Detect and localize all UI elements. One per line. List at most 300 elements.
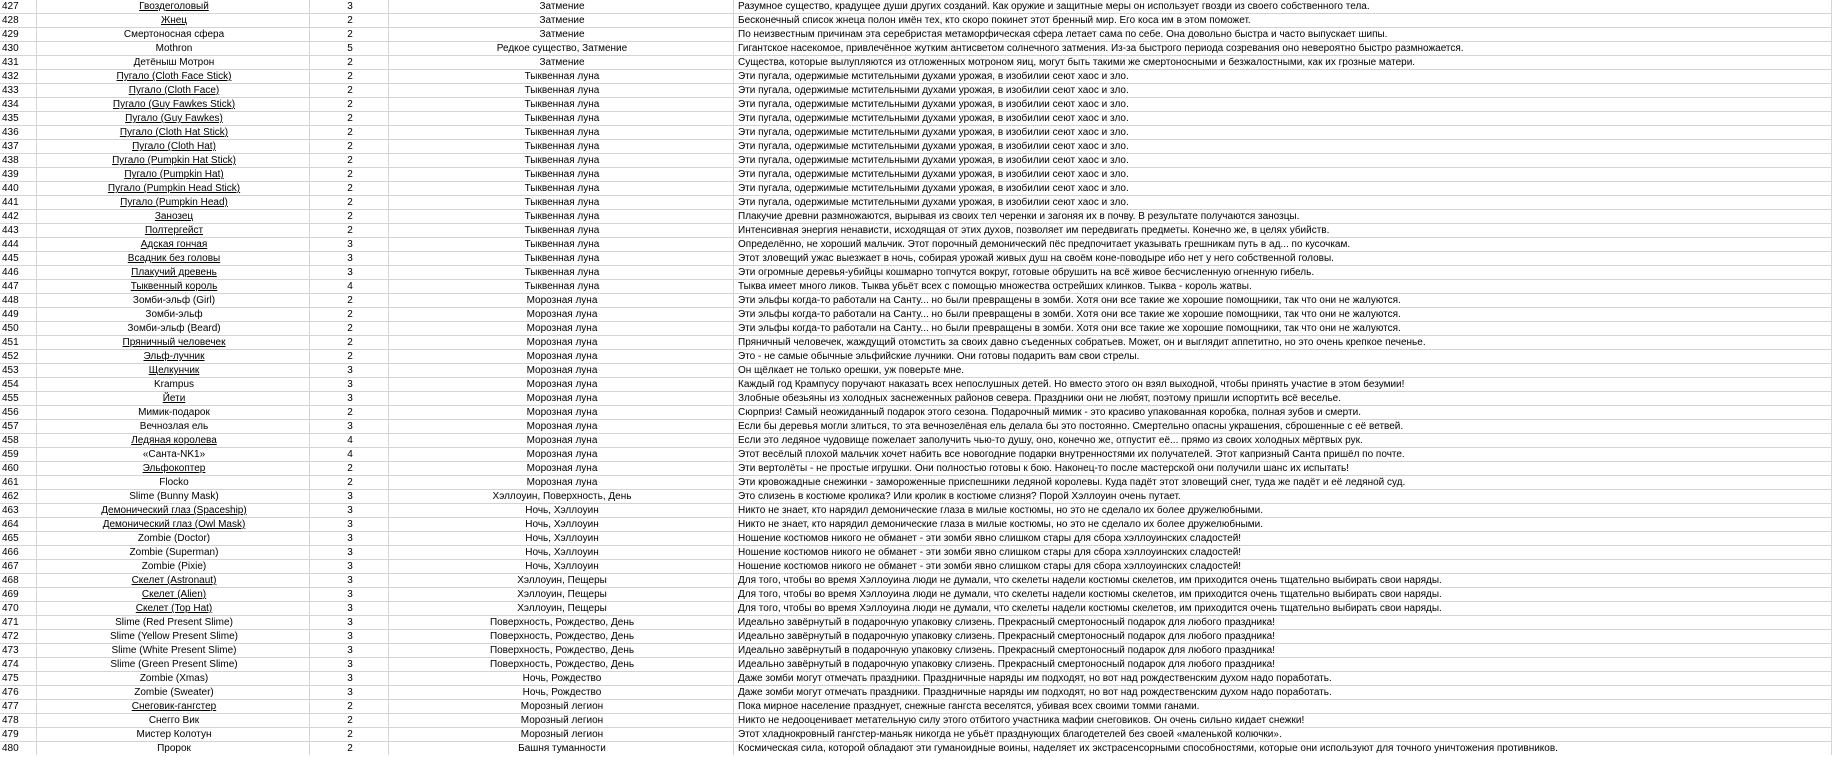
cell-environment[interactable]: Морозная луна	[389, 308, 734, 322]
cell-id[interactable]: 479	[0, 728, 37, 742]
cell-description[interactable]: Эти эльфы когда-то работали на Санту... но были превращены в зомби. Хотя они все такие же хорошие помощники, так что они не жалуются.	[734, 322, 1832, 336]
cell-description[interactable]: Эти эльфы когда-то работали на Санту... но были превращены в зомби. Хотя они все такие же хорошие помощники, так что они не жалуются.	[734, 294, 1832, 308]
cell-difficulty[interactable]: 4	[310, 448, 389, 462]
cell-name[interactable]: Зомби-эльф (Beard)	[37, 322, 310, 336]
cell-environment[interactable]: Ночь, Рождество	[389, 686, 734, 700]
cell-difficulty[interactable]: 4	[310, 434, 389, 448]
table-row	[0, 504, 1832, 518]
table-row	[0, 392, 1832, 406]
cell-difficulty[interactable]: 3	[310, 518, 389, 532]
cell-id[interactable]: 466	[0, 546, 37, 560]
cell-id[interactable]: 455	[0, 392, 37, 406]
cell-name[interactable]: Гвоздеголовый	[37, 0, 310, 14]
cell-name[interactable]: Мимик-подарок	[37, 406, 310, 420]
cell-id[interactable]: 428	[0, 14, 37, 28]
cell-environment[interactable]: Поверхность, Рождество, День	[389, 630, 734, 644]
cell-name[interactable]: «Санта-NK1»	[37, 448, 310, 462]
cell-description[interactable]: Он щёлкает не только орешки, уж поверьте мне.	[734, 364, 1832, 378]
cell-environment[interactable]: Поверхность, Рождество, День	[389, 658, 734, 672]
cell-id[interactable]: 477	[0, 700, 37, 714]
cell-description[interactable]: Даже зомби могут отмечать праздники. Праздничные наряды им подходят, но вот над рождественским духом надо поработать.	[734, 686, 1832, 700]
cell-name[interactable]: Скелет (Astronaut)	[37, 574, 310, 588]
cell-difficulty[interactable]: 3	[310, 630, 389, 644]
cell-id[interactable]: 470	[0, 602, 37, 616]
cell-description[interactable]: Идеально завёрнутый в подарочную упаковку слизень. Прекрасный смертоносный подарок для любого праздника!	[734, 658, 1832, 672]
cell-name[interactable]: Эльф-лучник	[37, 350, 310, 364]
cell-difficulty[interactable]: 3	[310, 238, 389, 252]
cell-name[interactable]: Пугало (Cloth Hat)	[37, 140, 310, 154]
cell-environment[interactable]: Тыквенная луна	[389, 210, 734, 224]
table-row	[0, 476, 1832, 490]
cell-description[interactable]: Если бы деревья могли злиться, то эта вечнозелёная ель делала бы это постоянно. Смертельно опасны украшения, сброшенные с её ветвей.	[734, 420, 1832, 434]
cell-difficulty[interactable]: 2	[310, 476, 389, 490]
cell-difficulty[interactable]: 2	[310, 168, 389, 182]
cell-difficulty[interactable]: 2	[310, 462, 389, 476]
cell-id[interactable]: 457	[0, 420, 37, 434]
cell-environment[interactable]: Затмение	[389, 28, 734, 42]
cell-description[interactable]: Эти кровожадные снежинки - замороженные приспешники ледяной королевы. Куда падёт этот зловещий снег, туда же падёт и её ледяной суд.	[734, 476, 1832, 490]
cell-description[interactable]: Никто не знает, кто нарядил демонические глаза в милые костюмы, но это не сделало их более дружелюбными.	[734, 518, 1832, 532]
cell-name[interactable]: Мистер Колотун	[37, 728, 310, 742]
cell-description[interactable]: Пока мирное население празднует, снежные гангста веселятся, убивая всех своими томми ганами.	[734, 700, 1832, 714]
cell-name[interactable]: Скелет (Top Hat)	[37, 602, 310, 616]
cell-name[interactable]: Детёныш Мотрон	[37, 56, 310, 70]
cell-environment[interactable]: Тыквенная луна	[389, 126, 734, 140]
cell-id[interactable]: 437	[0, 140, 37, 154]
cell-description[interactable]: Этот хладнокровный гангстер-маньяк никогда не убьёт празднующих благодетелей без своей «маленькой колючки».	[734, 728, 1832, 742]
cell-environment[interactable]: Морозная луна	[389, 378, 734, 392]
cell-name[interactable]: Вечнозлая ель	[37, 420, 310, 434]
cell-difficulty[interactable]: 3	[310, 252, 389, 266]
cell-difficulty[interactable]: 2	[310, 28, 389, 42]
cell-difficulty[interactable]: 2	[310, 294, 389, 308]
cell-id[interactable]: 436	[0, 126, 37, 140]
cell-name[interactable]: Krampus	[37, 378, 310, 392]
cell-id[interactable]: 460	[0, 462, 37, 476]
cell-name[interactable]: Пугало (Pumpkin Hat)	[37, 168, 310, 182]
cell-id[interactable]: 448	[0, 294, 37, 308]
cell-difficulty[interactable]: 2	[310, 728, 389, 742]
cell-id[interactable]: 435	[0, 112, 37, 126]
cell-description[interactable]: Этот зловещий ужас выезжает в ночь, собирая урожай живых душ на своём коне-поводыре ибо нет у него собственной головы.	[734, 252, 1832, 266]
cell-difficulty[interactable]: 3	[310, 504, 389, 518]
cell-difficulty[interactable]: 2	[310, 140, 389, 154]
cell-difficulty[interactable]: 2	[310, 406, 389, 420]
cell-name[interactable]: Йети	[37, 392, 310, 406]
cell-environment[interactable]: Башня туманности	[389, 742, 734, 756]
cell-environment[interactable]: Морозный легион	[389, 700, 734, 714]
cell-description[interactable]: Злобные обезьяны из холодных заснеженных районов севера. Праздники они не любят, поэтому пришли испортить всё веселье.	[734, 392, 1832, 406]
cell-id[interactable]: 462	[0, 490, 37, 504]
cell-id[interactable]: 476	[0, 686, 37, 700]
cell-name[interactable]: Жнец	[37, 14, 310, 28]
cell-description[interactable]: Идеально завёрнутый в подарочную упаковку слизень. Прекрасный смертоносный подарок для любого праздника!	[734, 630, 1832, 644]
cell-difficulty[interactable]: 3	[310, 490, 389, 504]
cell-difficulty[interactable]: 2	[310, 98, 389, 112]
cell-description[interactable]: Эти пугала, одержимые мстительными духами урожая, в изобилии сеют хаос и зло.	[734, 182, 1832, 196]
cell-description[interactable]: Определённо, не хороший мальчик. Этот порочный демонический пёс предпочитает указывать грешникам путь в ад... по кусочкам.	[734, 238, 1832, 252]
cell-difficulty[interactable]: 2	[310, 14, 389, 28]
cell-name[interactable]: Пугало (Guy Fawkes Stick)	[37, 98, 310, 112]
cell-id[interactable]: 430	[0, 42, 37, 56]
cell-environment[interactable]: Поверхность, Рождество, День	[389, 616, 734, 630]
cell-id[interactable]: 454	[0, 378, 37, 392]
cell-name[interactable]: Zombie (Sweater)	[37, 686, 310, 700]
cell-environment[interactable]: Тыквенная луна	[389, 154, 734, 168]
cell-environment[interactable]: Хэллоуин, Поверхность, День	[389, 490, 734, 504]
cell-name[interactable]: Пугало (Guy Fawkes)	[37, 112, 310, 126]
cell-environment[interactable]: Морозная луна	[389, 406, 734, 420]
cell-difficulty[interactable]: 2	[310, 112, 389, 126]
cell-id[interactable]: 433	[0, 84, 37, 98]
cell-environment[interactable]: Морозная луна	[389, 448, 734, 462]
cell-description[interactable]: Для того, чтобы во время Хэллоуина люди не думали, что скелеты надели костюмы скелетов, им приходится очень тщательно выбирать свои наряды.	[734, 588, 1832, 602]
cell-name[interactable]: Смертоносная сфера	[37, 28, 310, 42]
cell-name[interactable]: Slime (Red Present Slime)	[37, 616, 310, 630]
cell-environment[interactable]: Затмение	[389, 0, 734, 14]
cell-name[interactable]: Зомби-эльф	[37, 308, 310, 322]
cell-id[interactable]: 447	[0, 280, 37, 294]
cell-environment[interactable]: Морозный легион	[389, 714, 734, 728]
cell-name[interactable]: Плакучий древень	[37, 266, 310, 280]
cell-environment[interactable]: Ночь, Хэллоуин	[389, 546, 734, 560]
cell-difficulty[interactable]: 2	[310, 56, 389, 70]
cell-difficulty[interactable]: 2	[310, 70, 389, 84]
table-row	[0, 154, 1832, 168]
cell-name[interactable]: Zombie (Xmas)	[37, 672, 310, 686]
cell-name[interactable]: Mothron	[37, 42, 310, 56]
cell-environment[interactable]: Тыквенная луна	[389, 182, 734, 196]
cell-environment[interactable]: Ночь, Рождество	[389, 672, 734, 686]
cell-name[interactable]: Slime (Green Present Slime)	[37, 658, 310, 672]
table-row	[0, 14, 1832, 28]
cell-name[interactable]: Пряничный человечек	[37, 336, 310, 350]
cell-description[interactable]: Эти огромные деревья-убийцы кошмарно топчутся вокруг, готовые обрушить на всё живое бесчисленную огненную гибель.	[734, 266, 1832, 280]
cell-environment[interactable]: Морозная луна	[389, 476, 734, 490]
cell-description[interactable]: Разумное существо, крадущее души других созданий. Как оружие и защитные меры он использует гвозди из своего собственного тела.	[734, 0, 1832, 14]
cell-id[interactable]: 456	[0, 406, 37, 420]
cell-id[interactable]: 444	[0, 238, 37, 252]
cell-environment[interactable]: Тыквенная луна	[389, 112, 734, 126]
cell-difficulty[interactable]: 5	[310, 42, 389, 56]
cell-environment[interactable]: Тыквенная луна	[389, 70, 734, 84]
cell-difficulty[interactable]: 4	[310, 280, 389, 294]
cell-name[interactable]: Slime (Yellow Present Slime)	[37, 630, 310, 644]
cell-id[interactable]: 442	[0, 210, 37, 224]
cell-name[interactable]: Полтергейст	[37, 224, 310, 238]
table-row	[0, 714, 1832, 728]
cell-id[interactable]: 465	[0, 532, 37, 546]
cell-difficulty[interactable]: 2	[310, 350, 389, 364]
cell-description[interactable]: Каждый год Крампусу поручают наказать всех непослушных детей. Но вместо этого он взял выходной, чтобы принять участие в этом безумии!	[734, 378, 1832, 392]
cell-name[interactable]: Тыквенный король	[37, 280, 310, 294]
cell-difficulty[interactable]: 2	[310, 84, 389, 98]
cell-environment[interactable]: Тыквенная луна	[389, 140, 734, 154]
cell-environment[interactable]: Тыквенная луна	[389, 252, 734, 266]
cell-name[interactable]: Slime (White Present Slime)	[37, 644, 310, 658]
cell-difficulty[interactable]: 2	[310, 154, 389, 168]
cell-environment[interactable]: Ночь, Хэллоуин	[389, 518, 734, 532]
table-row	[0, 98, 1832, 112]
cell-difficulty[interactable]: 3	[310, 602, 389, 616]
cell-id[interactable]: 478	[0, 714, 37, 728]
cell-description[interactable]: Существа, которые вылупляются из отложенных мотроном яиц, могут быть такими же смертоносными и безжалостными, как их грозные матери.	[734, 56, 1832, 70]
cell-name[interactable]: Пугало (Pumpkin Head)	[37, 196, 310, 210]
table-row	[0, 238, 1832, 252]
cell-environment[interactable]: Редкое существо, Затмение	[389, 42, 734, 56]
cell-difficulty[interactable]: 2	[310, 742, 389, 756]
cell-environment[interactable]: Морозная луна	[389, 364, 734, 378]
cell-name[interactable]: Демонический глаз (Spaceship)	[37, 504, 310, 518]
cell-description[interactable]: Этот весёлый плохой мальчик хочет набить все новогодние подарки внутренностями их получателей. Этот капризный Санта пришёл по почте.	[734, 448, 1832, 462]
cell-id[interactable]: 440	[0, 182, 37, 196]
table-row	[0, 126, 1832, 140]
cell-id[interactable]: 480	[0, 742, 37, 756]
cell-description[interactable]: Ношение костюмов никого не обманет - эти зомби явно слишком стары для сбора хэллоуинских сладостей!	[734, 546, 1832, 560]
cell-id[interactable]: 459	[0, 448, 37, 462]
cell-description[interactable]: Космическая сила, которой обладают эти гуманоидные воины, наделяет их экстрасенсорными способностями, которые они используют для точного уничтожения противников.	[734, 742, 1832, 756]
cell-description[interactable]: Эти эльфы когда-то работали на Санту... но были превращены в зомби. Хотя они все такие же хорошие помощники, так что они не жалуются.	[734, 308, 1832, 322]
cell-id[interactable]: 429	[0, 28, 37, 42]
cell-difficulty[interactable]: 3	[310, 658, 389, 672]
cell-name[interactable]: Пугало (Cloth Hat Stick)	[37, 126, 310, 140]
cell-description[interactable]: Эти пугала, одержимые мстительными духами урожая, в изобилии сеют хаос и зло.	[734, 168, 1832, 182]
cell-name[interactable]: Демонический глаз (Owl Mask)	[37, 518, 310, 532]
cell-description[interactable]: Эти пугала, одержимые мстительными духами урожая, в изобилии сеют хаос и зло.	[734, 98, 1832, 112]
cell-environment[interactable]: Тыквенная луна	[389, 168, 734, 182]
cell-description[interactable]: Эти пугала, одержимые мстительными духами урожая, в изобилии сеют хаос и зло.	[734, 154, 1832, 168]
cell-difficulty[interactable]: 2	[310, 700, 389, 714]
cell-description[interactable]: Эти пугала, одержимые мстительными духами урожая, в изобилии сеют хаос и зло.	[734, 126, 1832, 140]
cell-environment[interactable]: Ночь, Хэллоуин	[389, 504, 734, 518]
table-row	[0, 336, 1832, 350]
cell-id[interactable]: 427	[0, 0, 37, 14]
cell-id[interactable]: 451	[0, 336, 37, 350]
cell-difficulty[interactable]: 3	[310, 560, 389, 574]
cell-difficulty[interactable]: 2	[310, 224, 389, 238]
table-row	[0, 644, 1832, 658]
cell-difficulty[interactable]: 2	[310, 322, 389, 336]
cell-description[interactable]: Даже зомби могут отмечать праздники. Праздничные наряды им подходят, но вот над рождественским духом надо поработать.	[734, 672, 1832, 686]
table-row	[0, 28, 1832, 42]
cell-environment[interactable]: Тыквенная луна	[389, 238, 734, 252]
cell-name[interactable]: Пророк	[37, 742, 310, 756]
cell-environment[interactable]: Тыквенная луна	[389, 84, 734, 98]
table-row	[0, 462, 1832, 476]
cell-id[interactable]: 458	[0, 434, 37, 448]
cell-environment[interactable]: Морозная луна	[389, 462, 734, 476]
cell-description[interactable]: Это слизень в костюме кролика? Или кролик в костюме слизня? Порой Хэллоуин очень путает.	[734, 490, 1832, 504]
cell-description[interactable]: Гигантское насекомое, привлечённое жутким антисветом солнечного затмения. Из-за быстрого периода созревания оно невероятно быстро размножается.	[734, 42, 1832, 56]
cell-description[interactable]: Для того, чтобы во время Хэллоуина люди не думали, что скелеты надели костюмы скелетов, им приходится очень тщательно выбирать свои наряды.	[734, 602, 1832, 616]
cell-environment[interactable]: Тыквенная луна	[389, 280, 734, 294]
table-row	[0, 350, 1832, 364]
table-row	[0, 182, 1832, 196]
cell-environment[interactable]: Морозная луна	[389, 434, 734, 448]
cell-description[interactable]: Пряничный человечек, жаждущий отомстить за своих давно съеденных собратьев. Может, он и выглядит аппетитно, но это очень крепкое печенье.	[734, 336, 1832, 350]
cell-description[interactable]: Эти пугала, одержимые мстительными духами урожая, в изобилии сеют хаос и зло.	[734, 196, 1832, 210]
cell-environment[interactable]: Морозная луна	[389, 294, 734, 308]
cell-environment[interactable]: Тыквенная луна	[389, 98, 734, 112]
cell-environment[interactable]: Морозная луна	[389, 392, 734, 406]
cell-environment[interactable]: Хэллоуин, Пещеры	[389, 588, 734, 602]
cell-name[interactable]: Zombie (Doctor)	[37, 532, 310, 546]
cell-id[interactable]: 464	[0, 518, 37, 532]
cell-description[interactable]: Бесконечный список жнеца полон имён тех, кто скоро покинет этот бренный мир. Его коса им в этом поможет.	[734, 14, 1832, 28]
cell-id[interactable]: 453	[0, 364, 37, 378]
cell-description[interactable]: Для того, чтобы во время Хэллоуина люди не думали, что скелеты надели костюмы скелетов, им приходится очень тщательно выбирать свои наряды.	[734, 574, 1832, 588]
cell-environment[interactable]: Тыквенная луна	[389, 196, 734, 210]
table-row	[0, 700, 1832, 714]
cell-description[interactable]: Эти пугала, одержимые мстительными духами урожая, в изобилии сеют хаос и зло.	[734, 140, 1832, 154]
cell-environment[interactable]: Затмение	[389, 14, 734, 28]
cell-description[interactable]: Эти пугала, одержимые мстительными духами урожая, в изобилии сеют хаос и зло.	[734, 70, 1832, 84]
cell-environment[interactable]: Ночь, Хэллоуин	[389, 560, 734, 574]
table-row	[0, 728, 1832, 742]
cell-name[interactable]: Занозец	[37, 210, 310, 224]
cell-name[interactable]: Пугало (Pumpkin Head Stick)	[37, 182, 310, 196]
cell-name[interactable]: Пугало (Cloth Face)	[37, 84, 310, 98]
cell-id[interactable]: 468	[0, 574, 37, 588]
cell-environment[interactable]: Хэллоуин, Пещеры	[389, 602, 734, 616]
cell-name[interactable]: Адская гончая	[37, 238, 310, 252]
table-row	[0, 252, 1832, 266]
table-row	[0, 490, 1832, 504]
cell-id[interactable]: 432	[0, 70, 37, 84]
cell-environment[interactable]: Поверхность, Рождество, День	[389, 644, 734, 658]
cell-difficulty[interactable]: 3	[310, 686, 389, 700]
cell-environment[interactable]: Затмение	[389, 56, 734, 70]
cell-name[interactable]: Ледяная королева	[37, 434, 310, 448]
cell-description[interactable]: Идеально завёрнутый в подарочную упаковку слизень. Прекрасный смертоносный подарок для любого праздника!	[734, 644, 1832, 658]
cell-id[interactable]: 446	[0, 266, 37, 280]
table-row	[0, 560, 1832, 574]
cell-name[interactable]: Снеговик-гангстер	[37, 700, 310, 714]
cell-name[interactable]: Скелет (Alien)	[37, 588, 310, 602]
cell-environment[interactable]: Морозный легион	[389, 728, 734, 742]
cell-description[interactable]: Это - не самые обычные эльфийские лучники. Они готовы подарить вам свои стрелы.	[734, 350, 1832, 364]
cell-difficulty[interactable]: 3	[310, 574, 389, 588]
cell-difficulty[interactable]: 3	[310, 546, 389, 560]
cell-description[interactable]: Эти вертолёты - не простые игрушки. Они полностью готовы к бою. Наконец-то после мастерской они получили шанс их испытать!	[734, 462, 1832, 476]
cell-difficulty[interactable]: 3	[310, 616, 389, 630]
table-row	[0, 602, 1832, 616]
cell-environment[interactable]: Морозная луна	[389, 322, 734, 336]
cell-difficulty[interactable]: 3	[310, 532, 389, 546]
cell-id[interactable]: 463	[0, 504, 37, 518]
cell-name[interactable]: Снегго Вик	[37, 714, 310, 728]
table-row	[0, 0, 1832, 14]
cell-environment[interactable]: Хэллоуин, Пещеры	[389, 574, 734, 588]
cell-difficulty[interactable]: 2	[310, 196, 389, 210]
cell-description[interactable]: По неизвестным причинам эта серебристая метаморфическая сфера летает сама по себе. Она довольно быстра и часто выпускает шипы.	[734, 28, 1832, 42]
cell-id[interactable]: 434	[0, 98, 37, 112]
cell-environment[interactable]: Морозная луна	[389, 420, 734, 434]
cell-name[interactable]: Пугало (Pumpkin Hat Stick)	[37, 154, 310, 168]
cell-difficulty[interactable]: 2	[310, 308, 389, 322]
cell-name[interactable]: Slime (Bunny Mask)	[37, 490, 310, 504]
cell-difficulty[interactable]: 2	[310, 126, 389, 140]
cell-description[interactable]: Эти пугала, одержимые мстительными духами урожая, в изобилии сеют хаос и зло.	[734, 84, 1832, 98]
cell-id[interactable]: 441	[0, 196, 37, 210]
cell-description[interactable]: Сюрприз! Самый неожиданный подарок этого сезона. Подарочный мимик - это красиво упакованная коробка, полная зубов и смерти.	[734, 406, 1832, 420]
cell-id[interactable]: 471	[0, 616, 37, 630]
cell-id[interactable]: 469	[0, 588, 37, 602]
cell-difficulty[interactable]: 3	[310, 644, 389, 658]
cell-environment[interactable]: Тыквенная луна	[389, 266, 734, 280]
cell-difficulty[interactable]: 2	[310, 182, 389, 196]
cell-environment[interactable]: Тыквенная луна	[389, 224, 734, 238]
cell-difficulty[interactable]: 3	[310, 420, 389, 434]
cell-description[interactable]: Если это ледяное чудовище пожелает заполучить чью-то душу, оно, конечно же, отпустит её... прямо из своих холодных мёртвых рук.	[734, 434, 1832, 448]
cell-name[interactable]: Эльфокоптер	[37, 462, 310, 476]
table-row	[0, 42, 1832, 56]
cell-name[interactable]: Zombie (Pixie)	[37, 560, 310, 574]
cell-id[interactable]: 443	[0, 224, 37, 238]
cell-id[interactable]: 431	[0, 56, 37, 70]
cell-id[interactable]: 474	[0, 658, 37, 672]
cell-difficulty[interactable]: 2	[310, 714, 389, 728]
cell-environment[interactable]: Морозная луна	[389, 336, 734, 350]
cell-description[interactable]: Тыква имеет много ликов. Тыква убьёт всех с помощью множества острейших клинков. Тыква - король жатвы.	[734, 280, 1832, 294]
cell-description[interactable]: Ношение костюмов никого не обманет - эти зомби явно слишком стары для сбора хэллоуинских сладостей!	[734, 560, 1832, 574]
cell-id[interactable]: 449	[0, 308, 37, 322]
cell-difficulty[interactable]: 3	[310, 672, 389, 686]
table-row	[0, 294, 1832, 308]
cell-id[interactable]: 450	[0, 322, 37, 336]
table-row	[0, 630, 1832, 644]
cell-id[interactable]: 452	[0, 350, 37, 364]
cell-id[interactable]: 467	[0, 560, 37, 574]
cell-environment[interactable]: Морозная луна	[389, 350, 734, 364]
cell-id[interactable]: 473	[0, 644, 37, 658]
cell-id[interactable]: 439	[0, 168, 37, 182]
cell-id[interactable]: 472	[0, 630, 37, 644]
cell-difficulty[interactable]: 3	[310, 392, 389, 406]
table-row	[0, 266, 1832, 280]
cell-difficulty[interactable]: 3	[310, 378, 389, 392]
cell-name[interactable]: Щелкунчик	[37, 364, 310, 378]
cell-difficulty[interactable]: 2	[310, 210, 389, 224]
table-row	[0, 406, 1832, 420]
cell-difficulty[interactable]: 3	[310, 364, 389, 378]
cell-id[interactable]: 475	[0, 672, 37, 686]
cell-name[interactable]: Zombie (Superman)	[37, 546, 310, 560]
cell-difficulty[interactable]: 2	[310, 336, 389, 350]
cell-description[interactable]: Никто не знает, кто нарядил демонические глаза в милые костюмы, но это не сделало их более дружелюбными.	[734, 504, 1832, 518]
cell-id[interactable]: 461	[0, 476, 37, 490]
cell-name[interactable]: Всадник без головы	[37, 252, 310, 266]
cell-environment[interactable]: Ночь, Хэллоуин	[389, 532, 734, 546]
cell-id[interactable]: 438	[0, 154, 37, 168]
cell-description[interactable]: Эти пугала, одержимые мстительными духами урожая, в изобилии сеют хаос и зло.	[734, 112, 1832, 126]
cell-difficulty[interactable]: 3	[310, 266, 389, 280]
cell-name[interactable]: Зомби-эльф (Girl)	[37, 294, 310, 308]
cell-difficulty[interactable]: 3	[310, 588, 389, 602]
cell-description[interactable]: Ношение костюмов никого не обманет - эти зомби явно слишком стары для сбора хэллоуинских сладостей!	[734, 532, 1832, 546]
cell-description[interactable]: Интенсивная энергия ненависти, исходящая от этих духов, позволяет им передвигать предметы. Конечно же, в целях убийств.	[734, 224, 1832, 238]
cell-id[interactable]: 445	[0, 252, 37, 266]
cell-name[interactable]: Flocko	[37, 476, 310, 490]
cell-description[interactable]: Идеально завёрнутый в подарочную упаковку слизень. Прекрасный смертоносный подарок для любого праздника!	[734, 616, 1832, 630]
cell-difficulty[interactable]: 3	[310, 0, 389, 14]
table-row	[0, 378, 1832, 392]
cell-name[interactable]: Пугало (Cloth Face Stick)	[37, 70, 310, 84]
table-row	[0, 518, 1832, 532]
cell-description[interactable]: Никто не недооценивает метательную силу этого отбитого участника мафии снеговиков. Он очень сильно кидает снежки!	[734, 714, 1832, 728]
cell-description[interactable]: Плакучие древни размножаются, вырывая из своих тел черенки и загоняя их в почву. В результате получаются занозцы.	[734, 210, 1832, 224]
table-row	[0, 280, 1832, 294]
